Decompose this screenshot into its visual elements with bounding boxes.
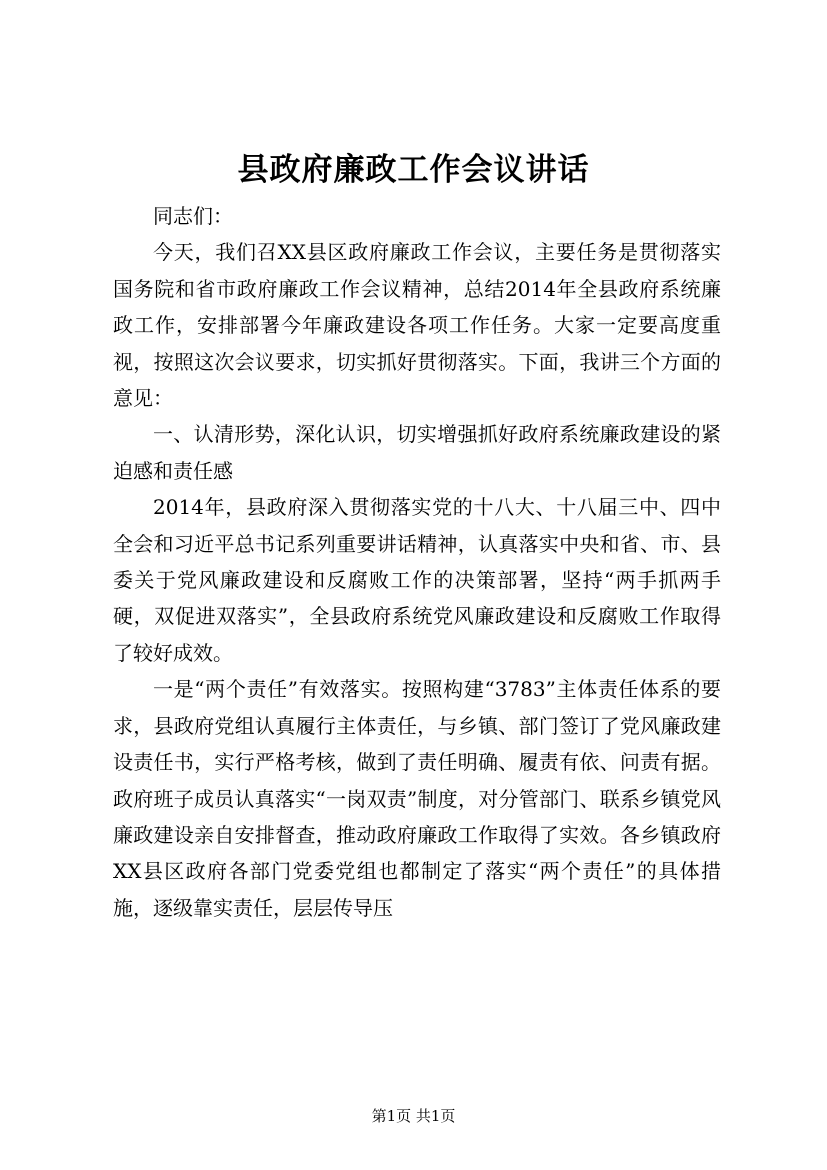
intro-paragraph: 今天，我们召XX县区政府廉政工作会议，主要任务是贯彻落实国务院和省市政府廉政工作会议精神，总结2014年全县政府系统廉政工作，安排部署今年廉政建设各项工作任务。大家一定要高度重视，按照这次会议要求，切实抓好贯彻落实。下面，我讲三个方面的意见：: [113, 240, 721, 411]
section-heading-paragraph: 一、认清形势，深化认识，切实增强抓好政府系统廉政建设的紧迫感和责任感: [113, 422, 721, 483]
salutation-paragraph: 同志们：: [153, 204, 233, 228]
document-title: 县政府廉政工作会议讲话: [237, 152, 590, 188]
document-body: [113, 198, 721, 926]
page-number-footer: 第1页 共1页: [371, 1107, 456, 1125]
summary-paragraph: 2014年，县政府深入贯彻落实党的十八大、十八届三中、四中全会和习近平总书记系列重要讲话精神，认真落实中央和省、市、县委关于党风廉政建设和反腐败工作的决策部署，坚持“两手抓两手硬，双促进双落实”，全县政府系统党风廉政建设和反腐败工作取得了较好成效。: [113, 495, 721, 665]
responsibility-paragraph: 一是“两个责任”有效落实。按照构建“3783”主体责任体系的要求，县政府党组认真履行主体责任，与乡镇、部门签订了党风廉政建设责任书，实行严格考核，做到了责任明确、履责有依、问责有据。政府班子成员认真落实“一岗双责”制度，对分管部门、联系乡镇党风廉政建设亲自安排督查，推动政府廉政工作取得了实效。各乡镇政府XX县区政府各部门党委党组也都制定了落实“两个责任”的具体措施，逐级靠实责任，层层传导压: [113, 677, 721, 920]
